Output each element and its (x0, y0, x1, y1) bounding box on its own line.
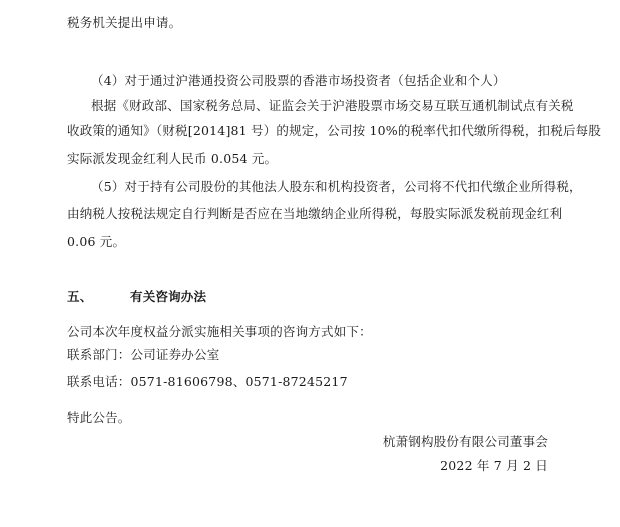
item-4-paragraph-line-2: 收政策的通知》（财税[2014]81 号）的规定，公司按 10%的税率代扣代缴所得税，扣税后每股 (67, 123, 602, 138)
item-4-title: （4）对于通过沪港通投资公司股票的香港市场投资者（包括企业和个人） (91, 73, 506, 88)
item-5-paragraph-line-2: 由纳税人按税法规定自行判断是否应在当地缴纳企业所得税，每股实际派发税前现金红利 (67, 206, 563, 221)
contact-phone: 联系电话：0571-81606798、0571-87245217 (67, 374, 348, 389)
consult-intro: 公司本次年度权益分派实施相关事项的咨询方式如下： (67, 324, 372, 339)
section-number: 五、 (67, 289, 93, 304)
section-title: 有关咨询办法 (130, 289, 207, 304)
item-5-paragraph-line-3: 0.06 元。 (67, 234, 126, 249)
paragraph-line: 税务机关提出申请。 (67, 15, 182, 30)
document-date: 2022 年 7 月 2 日 (440, 458, 548, 473)
item-4-paragraph-line-1: 根据《财政部、国家税务总局、证监会关于沪港股票市场交易互联互通机制试点有关税 (91, 98, 574, 113)
item-4-paragraph-line-3: 实际派发现金红利人民币 0.054 元。 (67, 151, 278, 166)
item-5-paragraph-line-1: （5）对于持有公司股份的其他法人股东和机构投资者，公司将不代扣代缴企业所得税， (91, 179, 582, 194)
contact-department: 联系部门：公司证券办公室 (67, 347, 220, 362)
announcement-closing: 特此公告。 (67, 410, 131, 425)
signatory: 杭萧钢构股份有限公司董事会 (382, 434, 548, 449)
